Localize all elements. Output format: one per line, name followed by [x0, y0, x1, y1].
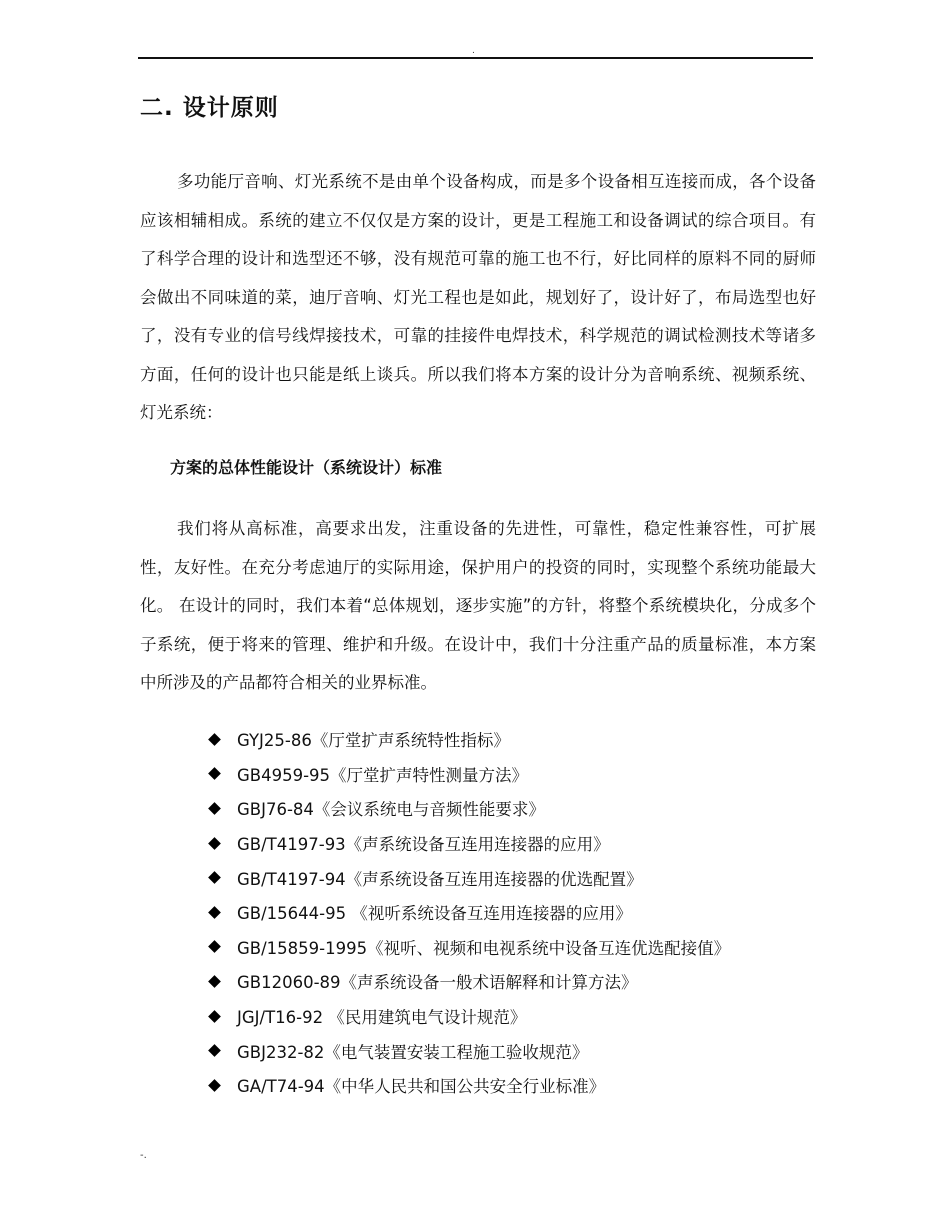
standard-label: GBJ76-84《会议系统电与音频性能要求》 [237, 800, 545, 820]
diamond-bullet-icon [208, 940, 221, 953]
list-item [207, 791, 730, 826]
standard-label: GBJ232-82《电气装置安装工程施工验收规范》 [237, 1042, 589, 1062]
diamond-bullet-icon [208, 906, 221, 919]
standards-list [207, 722, 730, 1103]
standards-subheading: 方案的总体性能设计（系统设计）标准 [170, 458, 443, 477]
standard-label: JGJ/T16-92 《民用建筑电气设计规范》 [237, 1008, 527, 1028]
header-rule [138, 57, 813, 59]
list-item [207, 757, 730, 792]
standard-label: GB/T4197-93《声系统设备互连用连接器的应用》 [237, 835, 610, 855]
list-item [207, 1068, 730, 1103]
standard-label: GB12060-89《声系统设备一般术语解释和计算方法》 [237, 973, 638, 993]
diamond-bullet-icon [208, 733, 221, 746]
list-item [207, 860, 730, 895]
diamond-bullet-icon [208, 768, 221, 781]
footer-mark: -. [140, 1150, 147, 1161]
standard-label: GB/15644-95 《视听系统设备互连用连接器的应用》 [237, 904, 632, 924]
standard-label: GB/T4197-94《声系统设备互连用连接器的优选配置》 [237, 869, 643, 889]
section-title: 二. 设计原则 [140, 95, 279, 121]
list-item [207, 895, 730, 930]
design-standards-paragraph: 我们将从高标准，高要求出发，注重设备的先进性，可靠性，稳定性兼容性，可扩展性，友好性。在充分考虑迪厅的实际用途，保护用户的投资的同时，实现整个系统功能最大化。 在设计的同时，我们本着“总体规划，逐步实施”的方针，将整个系统模块化，分成多个子系统，便于将来的管理、维护和升级。在设计中，我们十分注重产品的质量标准，本方案中所涉及的产品都符合相关的业界标准。 [140, 519, 816, 692]
diamond-bullet-icon [208, 837, 221, 850]
standard-label: GA/T74-94《中华人民共和国公共安全行业标准》 [237, 1077, 606, 1097]
diamond-bullet-icon [208, 802, 221, 815]
standard-label: GB4959-95《厅堂扩声特性测量方法》 [237, 765, 529, 785]
diamond-bullet-icon [208, 1079, 221, 1092]
list-item [207, 964, 730, 999]
list-item [207, 930, 730, 965]
list-item [207, 722, 730, 757]
diamond-bullet-icon [208, 871, 221, 884]
list-item [207, 999, 730, 1034]
standard-label: GYJ25-86《厅堂扩声系统特性指标》 [237, 731, 510, 751]
diamond-bullet-icon [208, 1044, 221, 1057]
standard-label: GB/15859-1995《视听、视频和电视系统中设备互连优选配接值》 [237, 938, 731, 958]
diamond-bullet-icon [208, 1010, 221, 1023]
list-item [207, 1033, 730, 1068]
header-mark: . [472, 46, 475, 56]
diamond-bullet-icon [208, 975, 221, 988]
list-item [207, 826, 730, 861]
intro-paragraph: 多功能厅音响、灯光系统不是由单个设备构成，而是多个设备相互连接而成，各个设备应该相辅相成。系统的建立不仅仅是方案的设计，更是工程施工和设备调试的综合项目。有了科学合理的设计和选型还不够，没有规范可靠的施工也不行，好比同样的原料不同的厨师会做出不同味道的菜，迪厅音响、灯光工程也是如此，规划好了，设计好了，布局选型也好了，没有专业的信号线焊接技术，可靠的挂接件电焊技术，科学规范的调试检测技术等诸多方面，任何的设计也只能是纸上谈兵。所以我们将本方案的设计分为音响系统、视频系统、灯光系统： [140, 172, 816, 422]
